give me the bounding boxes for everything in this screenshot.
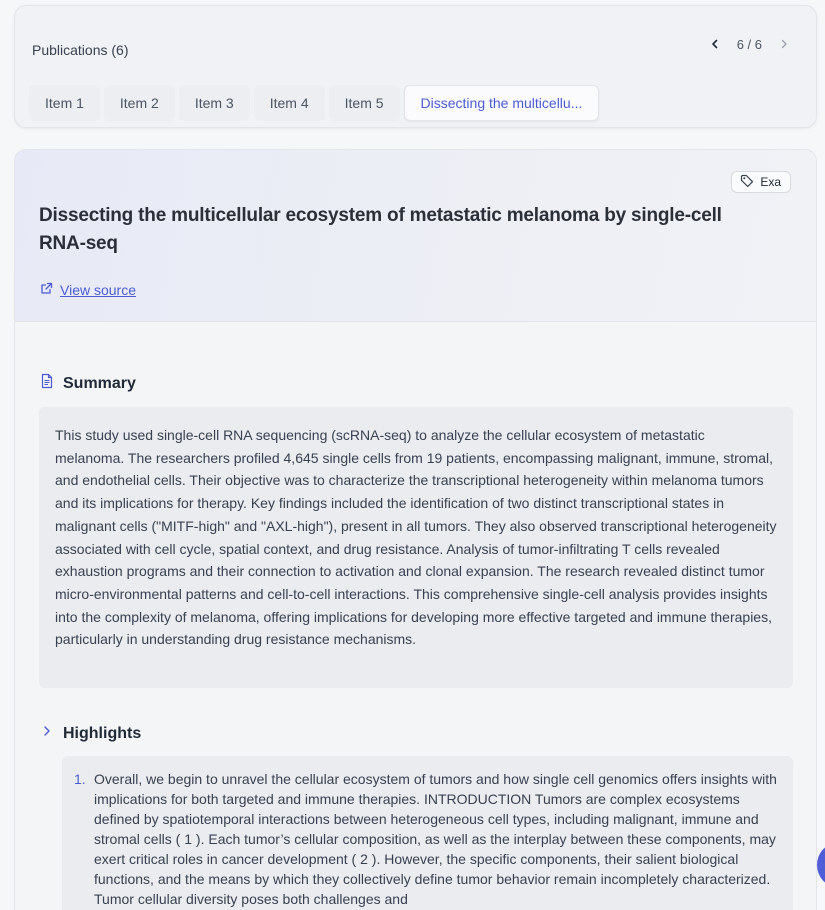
pager — [707, 34, 792, 54]
list-item — [74, 769, 779, 909]
publication-detail-card — [14, 149, 817, 910]
tab-item-6-active[interactable]: Dissecting the multicellu... — [404, 85, 600, 121]
tab-item-1[interactable]: Item 1 — [29, 85, 100, 121]
tab-item-3[interactable]: Item 3 — [179, 85, 250, 121]
highlights-list — [62, 756, 793, 910]
chevron-left-icon[interactable] — [707, 36, 723, 52]
floating-action-button[interactable] — [817, 843, 825, 887]
highlight-text: Overall, we begin to unravel the cellular ecosystem of tumors and how single cell genomics offers insights with implications for both targeted and immune therapies. INTRODUCTION Tumors are complex ecosystems defined by spatiotemporal interactions between heterogeneous cell types, including malignant, immune and stromal cells ( 1 ). Each tumor’s cellular composition, as well as the interplay between these components, may exert critical roles in cancer development ( 2 ). However, the specific components, their salient biological functions, and the means by which they collectively define tumor behavior remain incompletely characterized. Tumor cellular diversity poses both challenges and — [94, 771, 777, 907]
summary-heading-label: Summary — [63, 374, 136, 392]
tag-icon — [740, 174, 754, 191]
external-link-icon — [39, 281, 54, 299]
highlights-heading-label: Highlights — [63, 724, 142, 742]
highlights-heading[interactable] — [39, 723, 141, 744]
view-source-label[interactable]: View source — [60, 282, 137, 298]
tab-item-5[interactable]: Item 5 — [329, 85, 400, 121]
document-icon — [39, 373, 55, 394]
summary-text: This study used single-cell RNA sequencing (scRNA-seq) to analyze the cellular ecosystem of metastatic melanoma. The researchers profiled 4,645 single cells from 19 patients, encompassing malignant, immune, stromal, and endothelial cells. Their objective was to characterize the transcriptional heterogeneity within melanoma tumors and its implications for therapy. Key findings included the identification of two distinct transcriptional states in malignant cells ("MITF-high" and "AXL-high"), present in all tumors. They also observed transcriptional heterogeneity associated with cell cycle, spatial context, and drug resistance. Analysis of tumor-infiltrating T cells revealed exhaustion programs and their connection to activation and clonal expansion. The research revealed distinct tumor micro-environmental patterns and cell-to-cell interactions. This comprehensive single-cell analysis provides insights into the complexity of melanoma, offering implications for developing more effective targeted and immune therapies, particularly in understanding drug resistance mechanisms. — [39, 407, 793, 688]
view-source-link[interactable] — [39, 281, 136, 299]
detail-header — [15, 150, 816, 322]
publications-title: Publications (6) — [32, 42, 129, 58]
chevron-right-icon[interactable] — [39, 723, 55, 744]
source-badge — [731, 171, 791, 193]
publication-title: Dissecting the multicellular ecosystem of metastatic melanoma by single-cell RNA-seq — [39, 205, 722, 254]
publication-tabs — [29, 85, 599, 121]
publications-card — [14, 5, 817, 128]
tab-item-4[interactable]: Item 4 — [254, 85, 325, 121]
pager-count: 6 / 6 — [736, 36, 762, 52]
chevron-right-icon[interactable] — [776, 36, 792, 52]
badge-label: Exa — [760, 175, 781, 189]
tab-item-2[interactable]: Item 2 — [104, 85, 175, 121]
summary-heading — [39, 373, 136, 394]
highlight-number: 1. — [74, 771, 86, 787]
